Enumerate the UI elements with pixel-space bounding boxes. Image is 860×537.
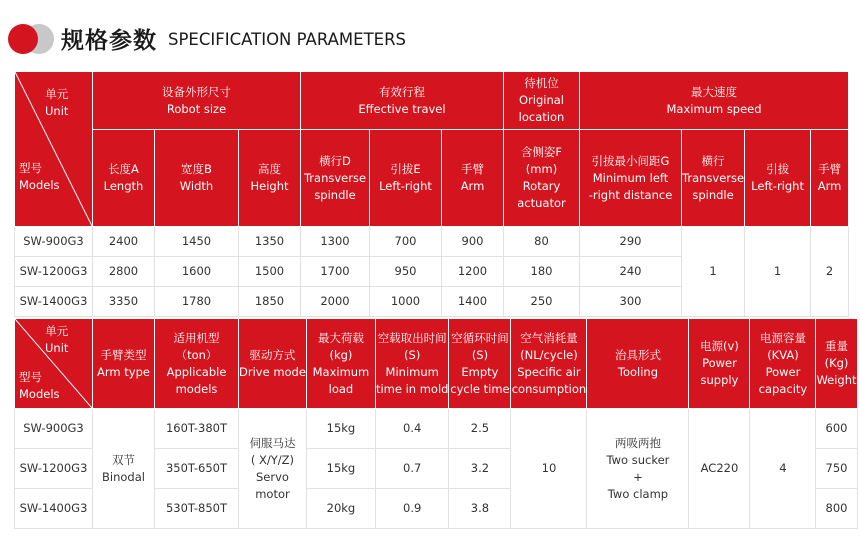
cell-max-load: 15kg xyxy=(306,449,375,489)
brand-logo-icon xyxy=(8,23,54,55)
group-original-location: 待机位 Original location xyxy=(504,72,580,130)
header-max-load: 最大荷载 (kg) Maximum load xyxy=(306,319,375,409)
table-row xyxy=(15,409,858,449)
header-speed-left-right: 引拔 Left-right xyxy=(745,130,811,227)
model-cell: SW-1200G3 xyxy=(15,257,93,287)
corner-header xyxy=(15,72,93,227)
cell-rotary: 180 xyxy=(504,257,580,287)
cell-height: 1850 xyxy=(239,287,301,317)
cell-empty-cycle: 3.2 xyxy=(449,449,511,489)
header-left-right-travel: 引拔E Left-right xyxy=(370,130,442,227)
cell-width: 1600 xyxy=(155,257,239,287)
cell-weight: 750 xyxy=(816,449,857,489)
cell-left-right: 950 xyxy=(370,257,442,287)
cell-air: 10 xyxy=(511,409,587,529)
cell-min-time: 0.4 xyxy=(375,409,449,449)
cell-empty-cycle: 2.5 xyxy=(449,409,511,449)
cell-length: 2400 xyxy=(93,227,155,257)
page-title-en: SPECIFICATION PARAMETERS xyxy=(168,30,407,49)
cell-weight: 800 xyxy=(816,489,857,529)
cell-length: 3350 xyxy=(93,287,155,317)
model-cell: SW-900G3 xyxy=(15,227,93,257)
cell-tooling: 两吸两抱 Two sucker + Two clamp xyxy=(587,409,689,529)
cell-applicable: 530T-850T xyxy=(155,489,239,529)
header-empty-cycle: 空循环时间 (S) Empty cycle time xyxy=(449,319,511,409)
cell-applicable: 350T-650T xyxy=(155,449,239,489)
cell-left-right: 1000 xyxy=(370,287,442,317)
header-speed-transverse: 横行 Transverse spindle xyxy=(682,130,745,227)
cell-rotary: 80 xyxy=(504,227,580,257)
header-weight: 重量 (Kg) Weight xyxy=(816,319,857,409)
cell-empty-cycle: 3.8 xyxy=(449,489,511,529)
group-robot-size: 设备外形尺寸 Robot size xyxy=(93,72,301,130)
header-tooling: 治具形式 Tooling xyxy=(587,319,689,409)
group-effective-travel: 有效行程 Effective travel xyxy=(301,72,504,130)
table-row xyxy=(15,227,849,257)
header-applicable-models: 适用机型 （ton） Applicable models xyxy=(155,319,239,409)
cell-speed-left-right: 1 xyxy=(745,227,811,317)
model-cell: SW-1400G3 xyxy=(15,287,93,317)
model-label: 型号 Models xyxy=(19,161,60,192)
cell-transverse: 1300 xyxy=(301,227,370,257)
cell-height: 1350 xyxy=(239,227,301,257)
cell-min-distance: 300 xyxy=(580,287,682,317)
cell-applicable: 160T-380T xyxy=(155,409,239,449)
header-transverse-travel: 横行D Transverse spindle xyxy=(301,130,370,227)
header-power-capacity: 电源容量 (KVA) Power capacity xyxy=(750,319,816,409)
header-power-supply: 电源(v) Power supply xyxy=(689,319,750,409)
cell-arm: 900 xyxy=(442,227,504,257)
header-air-consumption: 空气消耗量 (NL/cycle) Specific air consumption xyxy=(511,319,587,409)
header-drive-mode: 驱动方式 Drive mode xyxy=(239,319,307,409)
header-min-time: 空载取出时间 (S) Minimum time in mold xyxy=(375,319,449,409)
model-label: 型号 Models xyxy=(19,370,60,401)
cell-min-distance: 290 xyxy=(580,227,682,257)
cell-max-load: 15kg xyxy=(306,409,375,449)
cell-min-distance: 240 xyxy=(580,257,682,287)
cell-length: 2800 xyxy=(93,257,155,287)
cell-speed-arm: 2 xyxy=(811,227,849,317)
cell-power-supply: AC220 xyxy=(689,409,750,529)
cell-width: 1780 xyxy=(155,287,239,317)
corner-header xyxy=(15,319,93,409)
header-arm-travel: 手臂 Arm xyxy=(442,130,504,227)
header-height: 高度 Height xyxy=(239,130,301,227)
model-cell: SW-900G3 xyxy=(15,409,93,449)
model-cell: SW-1200G3 xyxy=(15,449,93,489)
group-max-speed: 最大速度 Maximum speed xyxy=(580,72,849,130)
header-length: 长度A Length xyxy=(93,130,155,227)
page-header xyxy=(0,0,860,72)
cell-max-load: 20kg xyxy=(306,489,375,529)
cell-transverse: 1700 xyxy=(301,257,370,287)
header-rotary-actuator: 含侧姿F (mm) Rotary actuator xyxy=(504,130,580,227)
spec-table-dimensions xyxy=(14,71,849,317)
cell-weight: 600 xyxy=(816,409,857,449)
cell-arm: 1400 xyxy=(442,287,504,317)
cell-arm-type: 双节 Binodal xyxy=(93,409,155,529)
cell-rotary: 250 xyxy=(504,287,580,317)
cell-arm: 1200 xyxy=(442,257,504,287)
header-min-left-right: 引拔最小间距G Minimum left -right distance xyxy=(580,130,682,227)
cell-width: 1450 xyxy=(155,227,239,257)
cell-transverse: 2000 xyxy=(301,287,370,317)
spec-table-performance xyxy=(14,318,858,529)
cell-speed-transverse: 1 xyxy=(682,227,745,317)
cell-min-time: 0.9 xyxy=(375,489,449,529)
cell-drive-mode: 伺服马达 ( X/Y/Z) Servo motor xyxy=(239,409,307,529)
header-arm-type: 手臂类型 Arm type xyxy=(93,319,155,409)
cell-left-right: 700 xyxy=(370,227,442,257)
header-speed-arm: 手臂 Arm xyxy=(811,130,849,227)
cell-min-time: 0.7 xyxy=(375,449,449,489)
unit-label: 单元 Unit xyxy=(45,87,69,118)
cell-power-capacity: 4 xyxy=(750,409,816,529)
page-title-cn: 规格参数 xyxy=(61,28,157,54)
header-width: 宽度B Width xyxy=(155,130,239,227)
model-cell: SW-1400G3 xyxy=(15,489,93,529)
cell-height: 1500 xyxy=(239,257,301,287)
unit-label: 单元 Unit xyxy=(45,324,69,355)
